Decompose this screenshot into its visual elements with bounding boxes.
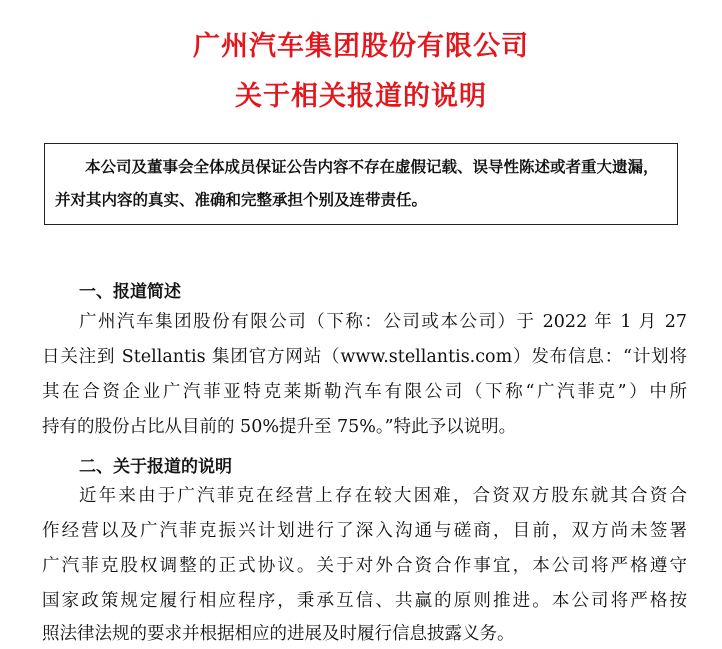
document-title: 关于相关报道的说明 [235, 81, 487, 112]
paragraph-line: 国家政策规定履行相应程序，秉承互信、共赢的原则推进。本公司将严格按 [42, 591, 687, 611]
section-heading-explanation: 二、关于报道的说明 [79, 457, 232, 477]
section-heading-summary: 一、报道简述 [79, 282, 181, 302]
company-title: 广州汽车集团股份有限公司 [193, 31, 529, 62]
paragraph-line: 近年来由于广汽菲克在经营上存在较大困难，合资双方股东就其合资合 [79, 486, 687, 506]
disclaimer-line: 并对其内容的真实、准确和完整承担个别及连带责任。 [55, 191, 428, 209]
paragraph-line: 其在合资企业广汽菲亚特克莱斯勒汽车有限公司（下称“广汽菲克”）中所 [42, 382, 687, 402]
paragraph-line: 作经营以及广汽菲克振兴计划进行了深入沟通与磋商，目前，双方尚未签署 [42, 521, 687, 541]
paragraph-line: 广汽菲克股权调整的正式协议。关于对外合资合作事宜，本公司将严格遵守 [42, 556, 687, 576]
paragraph-line: 日关注到 Stellantis 集团官方网站（www.stellantis.com）发布信息：“计划将 [42, 347, 687, 367]
disclaimer-line: 本公司及董事会全体成员保证公告内容不存在虚假记载、误导性陈述或者重大遗漏， [85, 158, 659, 176]
paragraph-line: 照法律法规的要求并根据相应的进展及时履行信息披露义务。 [42, 624, 515, 644]
disclaimer-box [44, 143, 678, 225]
paragraph-line: 持有的股份占比从目前的 50%提升至 75%。”特此予以说明。 [42, 417, 517, 437]
paragraph-line: 广州汽车集团股份有限公司（下称：公司或本公司）于 2022 年 1 月 27 [79, 312, 687, 332]
